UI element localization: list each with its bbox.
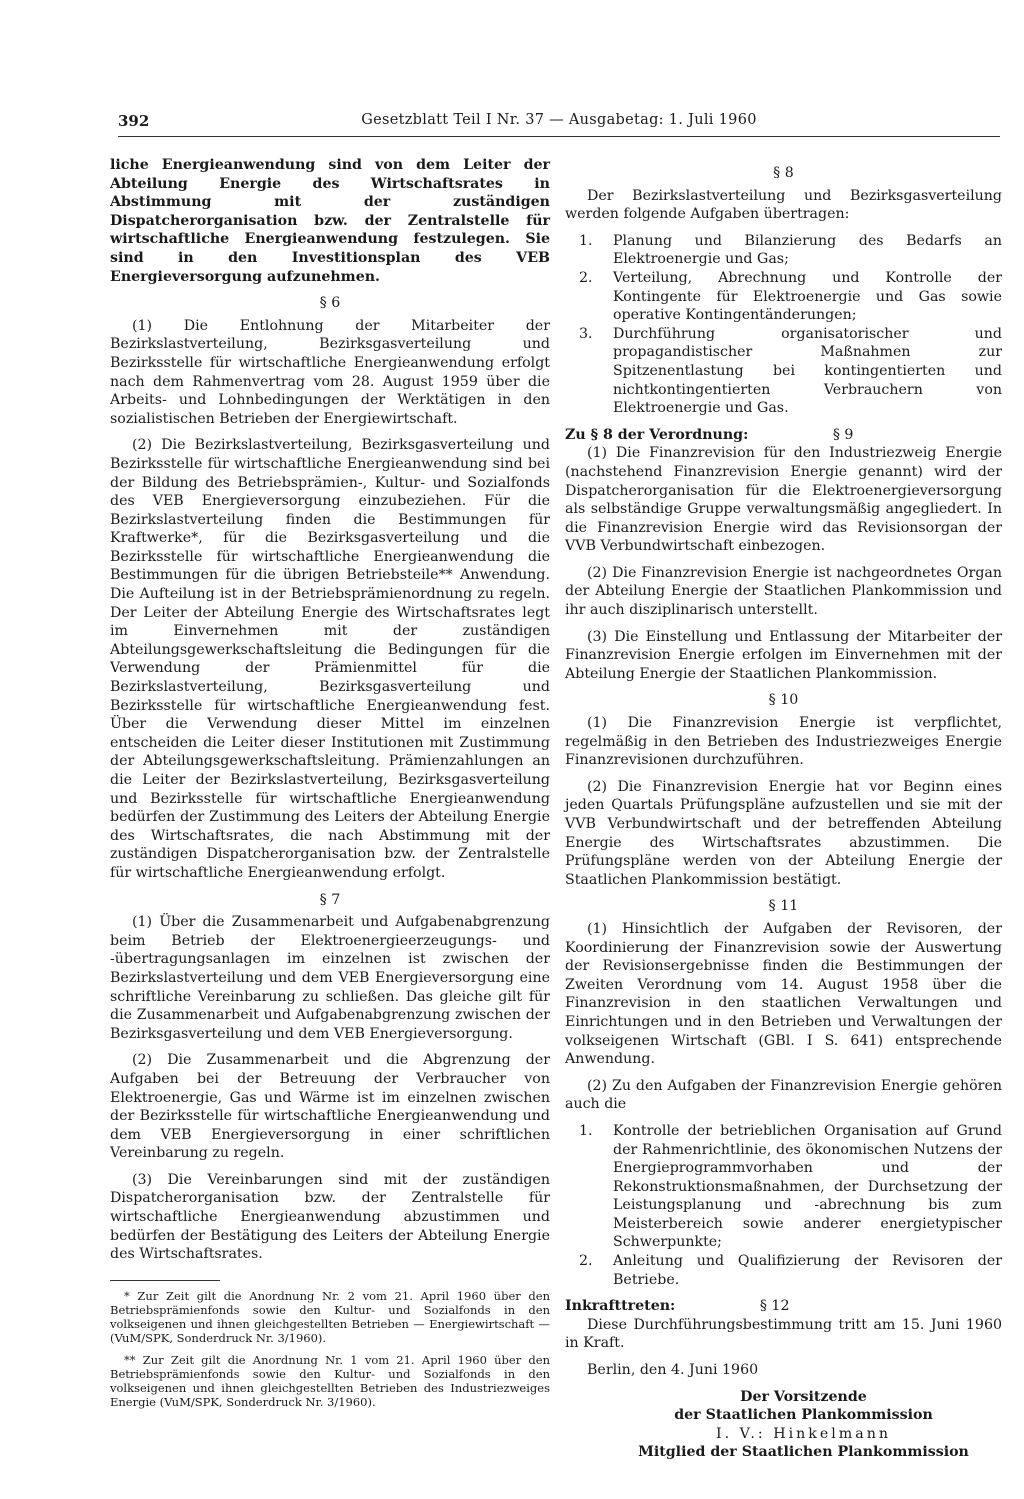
- section-10-heading: § 10: [768, 692, 799, 709]
- section-9-para-2: (2) Die Finanzrevision Energie ist nachgeordnetes Organ der Abteilung Energie der Staatlichen Plankommission und ihr auch disziplinarisch unterstellt.: [565, 564, 1002, 619]
- footnote-divider: [110, 1280, 220, 1281]
- section-11-heading: § 11: [768, 898, 799, 915]
- inkraft-label: Inkrafttreten:: [565, 1298, 676, 1315]
- left-column: [110, 156, 550, 1417]
- list-item: 2. Anleitung und Qualifizierung der Revisoren der Betriebe.: [579, 1253, 1002, 1288]
- list-item: 1. Planung und Bilanzierung des Bedarfs an Elektroenergie und Gas;: [579, 232, 1002, 268]
- section-10-para-1: (1) Die Finanzrevision Energie ist verpflichtet, regelmäßig in den Betrieben des Industriezweiges Energie Finanzrevisionen durchzuführen.: [565, 715, 1002, 769]
- section-12-heading: § 12: [759, 1298, 790, 1315]
- left-intro-paragraph: liche Energieanwendung sind von dem Leiter der Abteilung Energie des Wirtschaftsrates in Abstimmung mit der zuständigen Dispatcherorganisation bzw. der Zentralstelle für wirtschaftliche Energieanwendung festzulegen. Sie sind in den Investitionsplan des VEB Energieversorgung aufzunehmen.: [110, 157, 550, 285]
- page-header: [118, 112, 1000, 137]
- list-item: 2. Verteilung, Abrechnung und Kontrolle der Kontingente für Elektroenergie und Gas sowie operative Kontingentänderungen;: [579, 269, 1002, 324]
- section-6-para-1: (1) Die Entlohnung der Mitarbeiter der Bezirkslastverteilung, Bezirksgasverteilung und Bezirksstelle für wirtschaftliche Energieanwendung erfolgt nach dem Rahmenvertrag vom 28. August 1959 über die Arbeits- und Lohnbedingungen der Werktätigen in den sozialistischen Betrieben der Energiewirtschaft.: [110, 317, 550, 427]
- section-8-list: [565, 232, 1002, 418]
- signature-title-2: der Staatlichen Plankommission: [674, 1407, 933, 1424]
- section-11-list: [565, 1122, 1002, 1289]
- footnote-1: * Zur Zeit gilt die Anordnung Nr. 2 vom 21. April 1960 über den Betriebsprämienfonds sowie den Kultur- und Sozialfonds in den volkseigenen und ihnen gleichgestellten Betrieben — Energiewirtschaft — (VuM/SPK, Sonderdruck Nr. 3/1960).: [110, 1288, 550, 1345]
- list-item: 3. Durchführung organisatorischer und propagandistischer Maßnahmen zur Spitzenentlastung bei kontingentierten und nichtkontingentierten Verbrauchern von Elektroenergie und Gas.: [579, 325, 1002, 417]
- section-6-para-2: (2) Die Bezirkslastverteilung, Bezirksgasverteilung und Bezirksstelle für wirtschaftliche Energieanwendung sind bei der Bildung des Betriebsprämien-, Kultur- und Sozialfonds des VEB Energieversorgung einzubeziehen. Für die Bezirkslastverteilung finden die Bestimmungen für Kraftwerke*, für die Bezirksgasverteilung und die Bezirksstelle für wirtschaftliche Energieanwendung die Bestimmungen für die übrigen Betriebsteile** Anwendung. Die Aufteilung ist in der Betriebsprämienordnung zu regeln. Der Leiter der Abteilung Energie des Wirtschaftsrates legt im Einvernehmen mit der zuständigen Abteilungsgewerkschaftsleitung die Bedingungen für die Verwendung der Prämienmittel für die Bezirkslastverteilung, Bezirksgasverteilung und Bezirksstelle für wirtschaftliche Energieanwendung fest. Über die Verwendung dieser Mittel im einzelnen entscheiden die Leiter dieser Institutionen mit Zustimmung der Abteilungsgewerkschaftsleitung. Prämienzahlungen an die Leiter der Bezirkslastverteilung, Bezirksgasverteilung und Bezirksstelle für wirtschaftliche Energieanwendung bedürfen der Zustimmung des Leiters der Abteilung Energie des Wirtschaftsrates, die nach Abstimmung mit der zuständigen Dispatcherorganisation bzw. der Zentralstelle für wirtschaftliche Energieanwendung erfolgt.: [110, 437, 550, 881]
- signature-title-1: Der Vorsitzende: [740, 1388, 867, 1405]
- section-11-para-2: (2) Zu den Aufgaben der Finanzrevision Energie gehören auch die: [565, 1077, 1002, 1113]
- section-8-intro: Der Bezirkslastverteilung und Bezirksgasverteilung werden folgende Aufgaben übertragen:: [565, 187, 1002, 223]
- zu-8-row: [565, 426, 1002, 445]
- section-11-para-1: (1) Hinsichtlich der Aufgaben der Revisoren, der Koordinierung der Finanzrevision sowie der Auswertung der Revisionsergebnisse finden die Bestimmungen der Zweiten Verordnung vom 14. August 1958 über die Finanzrevision in den staatlichen Verwaltungen und Einrichtungen und in den Betrieben und Verwaltungen der volkseigenen Wirtschaft (GBl. I S. 641) entsprechende Anwendung.: [565, 920, 1002, 1068]
- section-10-para-2: (2) Die Finanzrevision Energie hat vor Beginn eines jeden Quartals Prüfungspläne aufzustellen und sie mit der VVB Verbundwirtschaft und der betreffenden Abteilung Energie des Wirtschaftsrates abzustimmen. Die Prüfungspläne werden von der Abteilung Energie der Staatlichen Plankommission bestätigt.: [565, 778, 1002, 888]
- place-date: Berlin, den 4. Juni 1960: [587, 1362, 759, 1379]
- section-9-para-3: (3) Die Einstellung und Entlassung der Mitarbeiter der Finanzrevision Energie erfolgen im Einvernehmen mit der Abteilung Energie der Staatlichen Plankommission.: [565, 628, 1002, 682]
- section-6-heading: § 6: [319, 295, 341, 312]
- section-8-heading: § 8: [773, 165, 794, 181]
- signature-role: Mitglied der Staatlichen Plankommission: [638, 1444, 969, 1461]
- section-9-para-1: (1) Die Finanzrevision für den Industriezweig Energie (nachstehend Finanzrevision Energie genannt) wird der Dispatcherorganisation für die Elektroenergieversorgung als selbständige Gruppe verwaltungsmäßig angegliedert. In die Finanzrevision Energie wird das Revisionsorgan der VVB Verbundwirtschaft einbezogen.: [565, 445, 1002, 555]
- footnote-2: ** Zur Zeit gilt die Anordnung Nr. 1 vom 21. April 1960 über den Betriebsprämienfonds sowie den Kultur- und Sozialfonds in den volkseigenen und ihnen gleichgestellten Betrieben des Industriezweiges Energie (VuM/SPK, Sonderdruck Nr. 3/1960).: [110, 1352, 550, 1409]
- signature-name: I. V.: Hinkelmann: [716, 1425, 891, 1442]
- list-item: 1. Kontrolle der betrieblichen Organisation auf Grund der Rahmenrichtlinie, des ökonomischen Nutzens der Energieprogrammvorhaben und der Rekonstruktionsmaßnahmen, der Durchsetzung der Leistungsplanung und -abrechnung bis zum Meisterbereich sowie anderer energietypischer Schwerpunkte;: [579, 1122, 1002, 1251]
- page-number: 392: [118, 112, 150, 130]
- running-title: Gesetzblatt Teil I Nr. 37 — Ausgabetag: 1. Juli 1960: [361, 112, 757, 128]
- section-12-text: Diese Durchführungsbestimmung tritt am 15. Juni 1960 in Kraft.: [565, 1316, 1002, 1352]
- section-7-para-2: (2) Die Zusammenarbeit und die Abgrenzung der Aufgaben bei der Betreuung der Verbraucher von Elektroenergie, Gas und Wärme ist im einzelnen zwischen der Bezirksstelle für wirtschaftliche Energieanwendung und dem VEB Energieversorgung in einer schriftlichen Vereinbarung zu regeln.: [110, 1052, 550, 1162]
- zu-8-label: Zu § 8 der Verordnung:: [565, 426, 749, 443]
- section-9-heading: § 9: [832, 426, 854, 443]
- section-7-heading: § 7: [319, 891, 341, 908]
- right-column: [565, 156, 1002, 1462]
- inkraft-row: [565, 1297, 1002, 1316]
- section-7-para-3: (3) Die Vereinbarungen sind mit der zuständigen Dispatcherorganisation bzw. der Zentralstelle für wirtschaftliche Energieanwendung abzustimmen und bedürfen der Bestätigung des Leiters der Abteilung Energie des Wirtschaftsrates.: [110, 1171, 550, 1263]
- section-7-para-1: (1) Über die Zusammenarbeit und Aufgabenabgrenzung beim Betrieb der Elektroenergieerzeugungs- und -übertragungsanlagen im einzelnen ist zwischen der Bezirkslastverteilung und dem VEB Energieversorgung eine schriftliche Vereinbarung zu schließen. Das gleiche gilt für die Zusammenarbeit und Aufgabenabgrenzung zwischen der Bezirksgasverteilung und dem VEB Energieversorgung.: [110, 914, 550, 1042]
